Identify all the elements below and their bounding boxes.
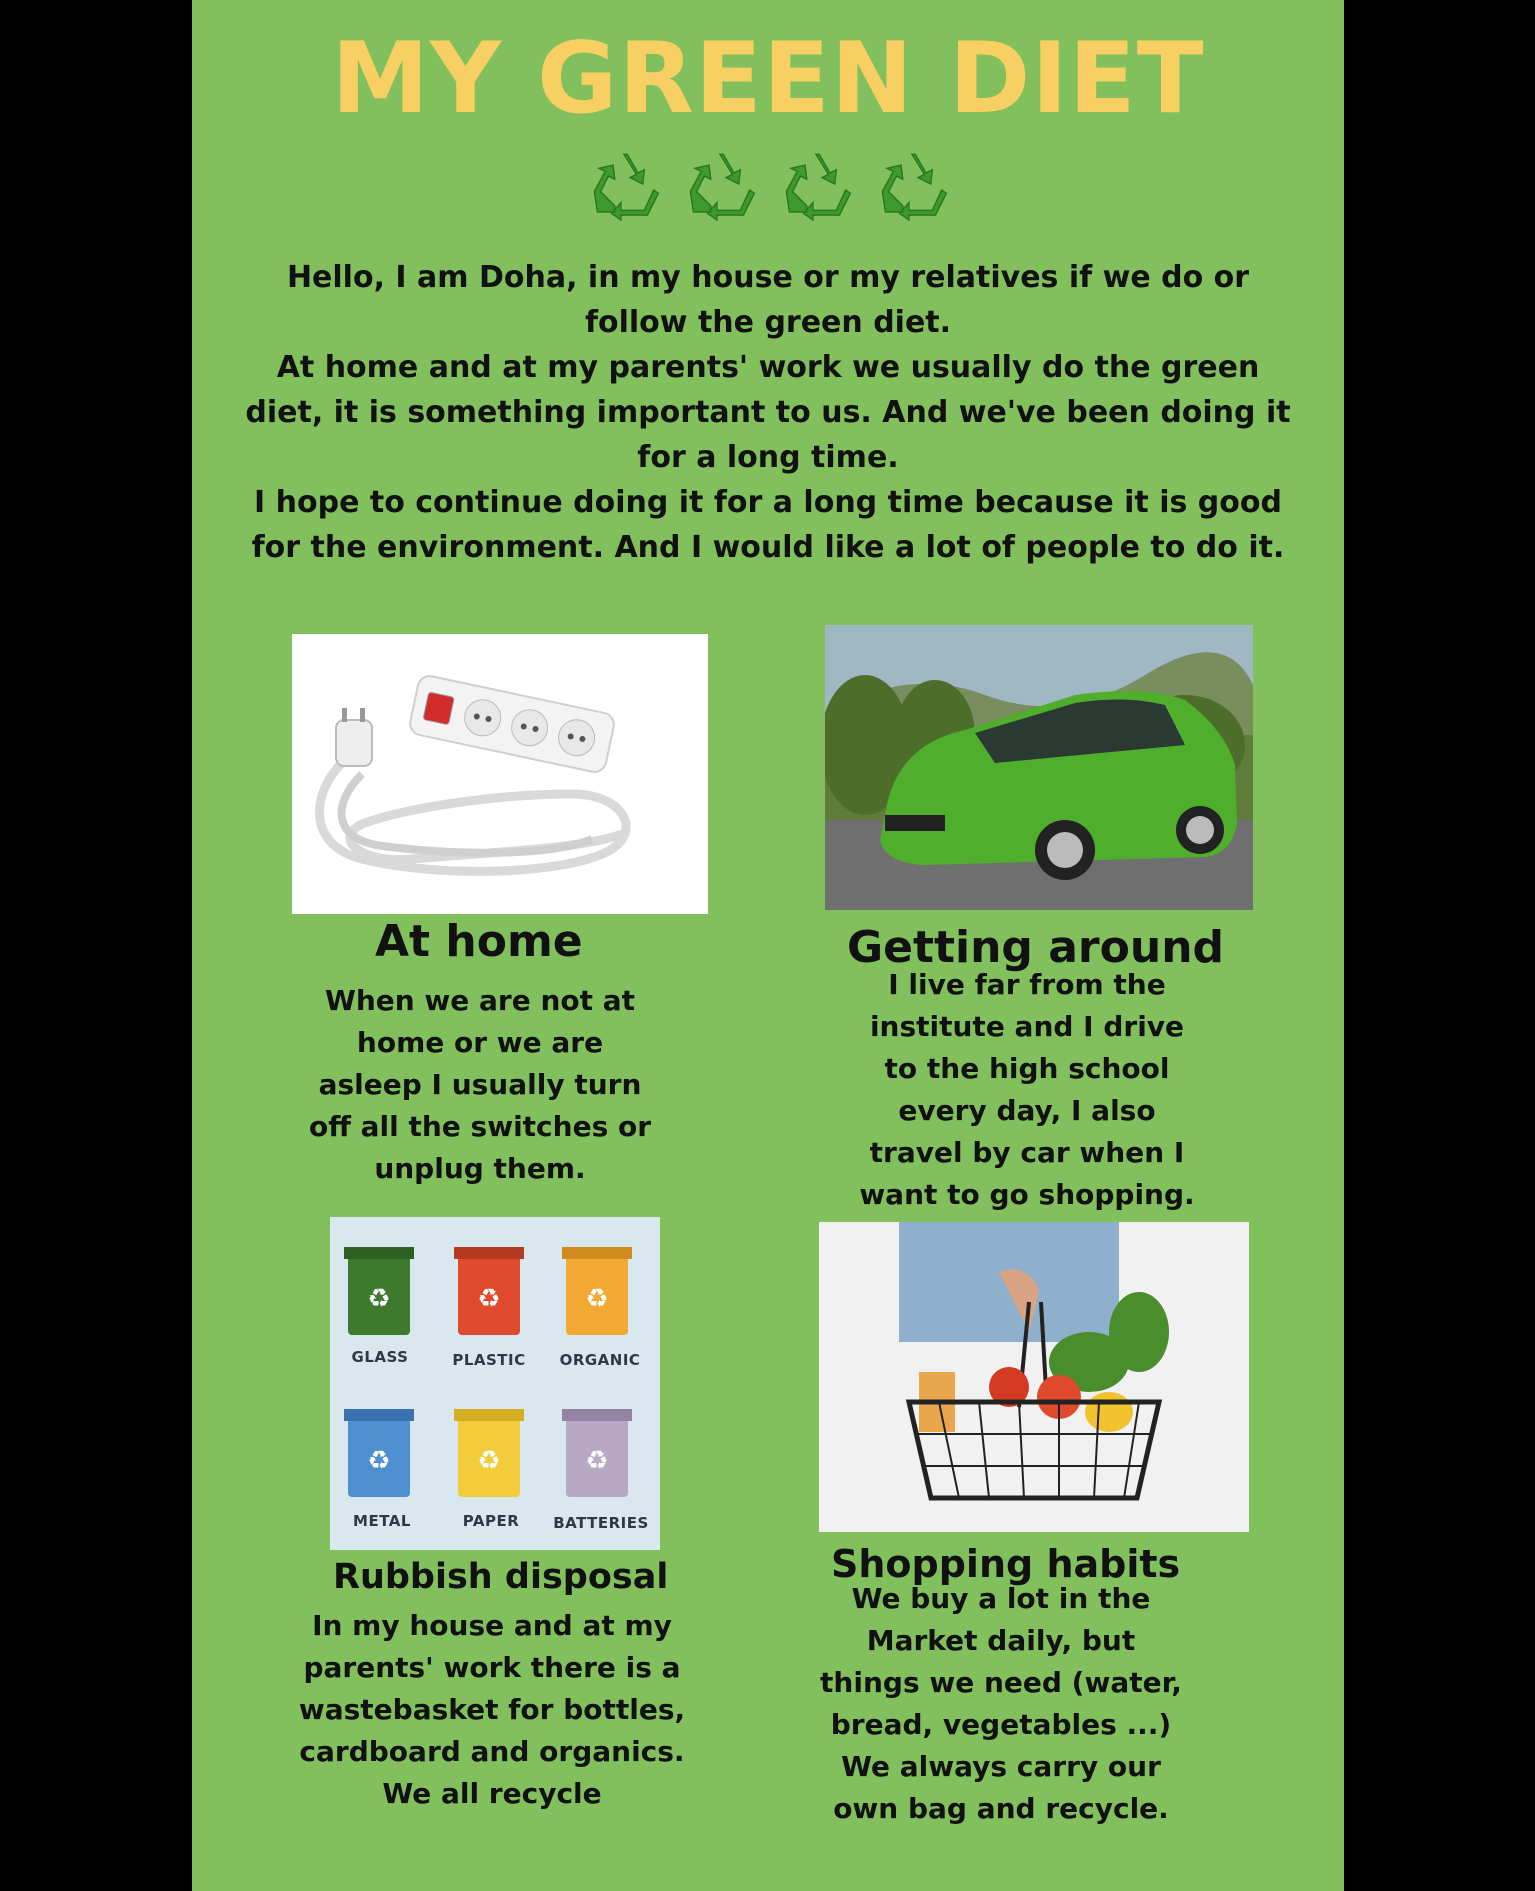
bin-paper — [454, 1409, 524, 1497]
green-car-image — [825, 625, 1253, 910]
transport-heading: Getting around — [847, 922, 1225, 973]
svg-text:♻: ♻ — [477, 1446, 501, 1476]
bin-label-batteries: BATTERIES — [553, 1514, 649, 1532]
transport-text: I live far from the institute and I drive to the high school every day, I also travel by car when I want to go shopping. — [859, 968, 1195, 1211]
bin-batteries — [562, 1409, 632, 1497]
intro-paragraph: I hope to continue doing it for a long time because it is good for the environment. And I would like a lot of people to do it. — [251, 485, 1285, 565]
rubbish-text: In my house and at my parents' work there is a wastebasket for bottles, cardboard and organics. We all recycle — [298, 1609, 686, 1810]
bin-plastic — [454, 1247, 524, 1335]
svg-text:♻: ♻ — [367, 1446, 391, 1476]
recycle-icon-row — [192, 148, 1344, 226]
intro-text — [240, 255, 1296, 570]
recycle-icon — [777, 148, 855, 226]
bin-metal — [344, 1409, 414, 1497]
bin-label-organic: ORGANIC — [559, 1351, 641, 1369]
power-strip-image — [292, 634, 708, 914]
bin-glass — [344, 1247, 414, 1335]
svg-text:♻: ♻ — [585, 1284, 609, 1314]
bin-label-paper: PAPER — [462, 1512, 520, 1530]
poster-title: MY GREEN DIET — [331, 22, 1205, 136]
svg-text:♻: ♻ — [585, 1446, 609, 1476]
bin-label-metal: METAL — [353, 1512, 411, 1530]
svg-text:♻: ♻ — [477, 1284, 501, 1314]
recycling-bins-image — [330, 1217, 660, 1550]
recycle-icon — [681, 148, 759, 226]
shopping-text: We buy a lot in the Market daily, but things we need (water, bread, vegetables ...) We always carry our own bag and recycle. — [820, 1582, 1182, 1825]
recycle-icon — [873, 148, 951, 226]
shopping-heading: Shopping habits — [831, 1542, 1181, 1586]
home-text: When we are not at home or we are asleep I usually turn off all the switches or unplug them. — [308, 984, 652, 1185]
poster — [192, 0, 1344, 1891]
intro-paragraph: At home and at my parents' work we usually do the green diet, it is something important to us. And we've been doing it for a long time. — [245, 350, 1291, 475]
bin-label-glass: GLASS — [351, 1348, 409, 1366]
bin-organic — [562, 1247, 632, 1335]
home-heading: At home — [375, 916, 583, 967]
svg-text:♻: ♻ — [367, 1284, 391, 1314]
intro-paragraph: Hello, I am Doha, in my house or my relatives if we do or follow the green diet. — [286, 260, 1250, 340]
shopping-basket-image — [819, 1222, 1249, 1532]
rubbish-heading: Rubbish disposal — [333, 1557, 669, 1597]
recycle-icon — [585, 148, 663, 226]
bin-label-plastic: PLASTIC — [452, 1351, 526, 1369]
